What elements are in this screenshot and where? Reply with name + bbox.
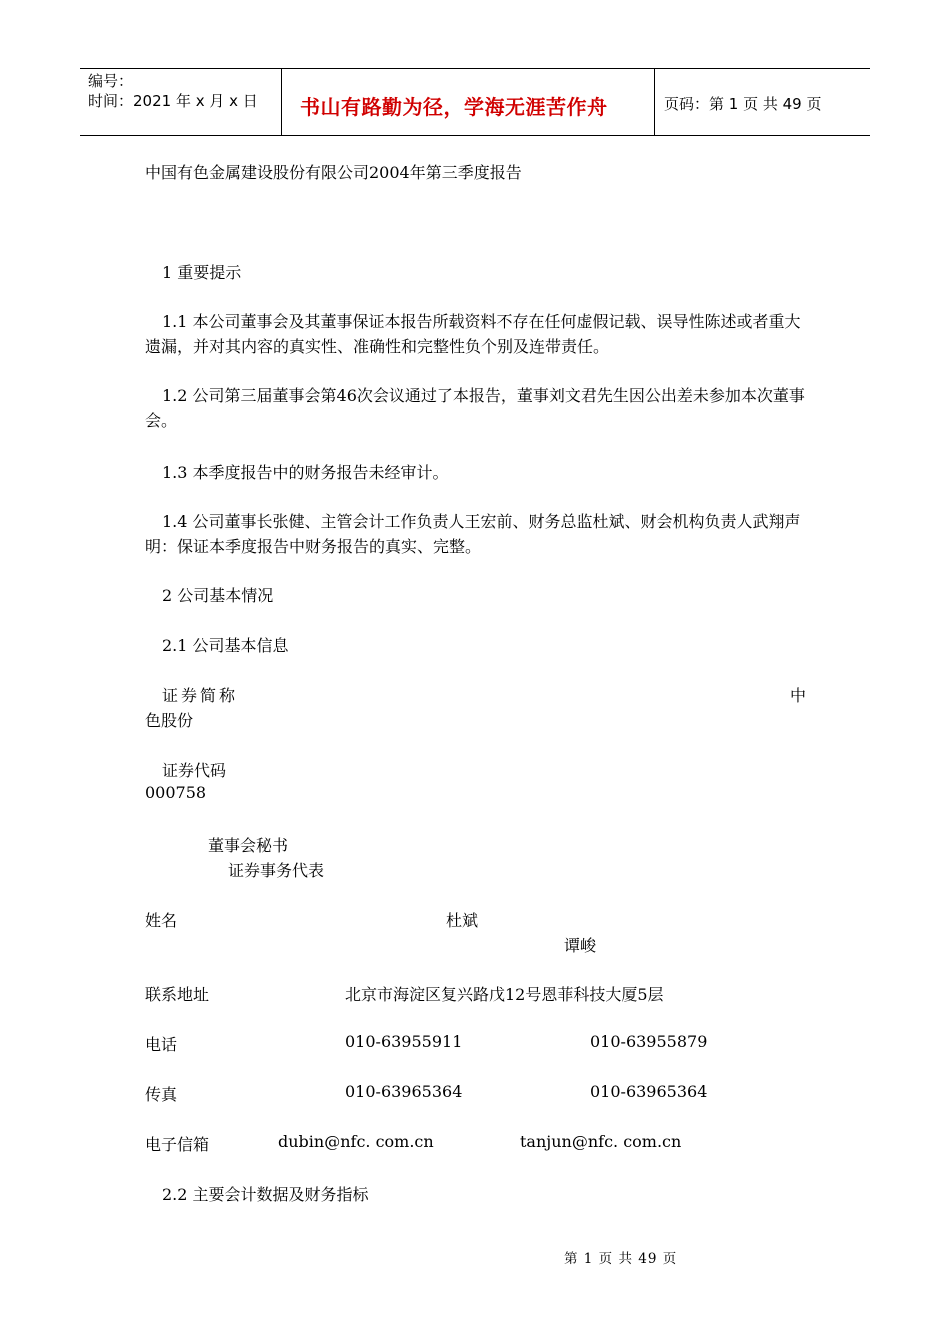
rep-fax: 010-63965364 xyxy=(590,1082,708,1101)
board-secretary-heading: 董事会秘书 xyxy=(208,836,289,855)
page-indicator: 页码：第 1 页 共 49 页 xyxy=(664,95,822,113)
header-bottom-rule xyxy=(80,135,870,136)
page-footer: 第 1 页 共 49 页 xyxy=(564,1251,678,1267)
section-1-heading: 1 重要提示 xyxy=(162,263,242,282)
stock-abbr-label: 证券简称 xyxy=(162,686,239,705)
name-label: 姓名 xyxy=(145,911,178,930)
stock-code-value: 000758 xyxy=(145,783,207,802)
document-title: 中国有色金属建设股份有限公司2004年第三季度报告 xyxy=(145,163,522,182)
date-label: 时间：2021 年 x 月 x 日 xyxy=(88,92,258,110)
stock-code-label: 证券代码 xyxy=(162,761,227,780)
rep-email[interactable]: tanjun@nfc. com.cn xyxy=(520,1132,682,1151)
section-2-heading: 2 公司基本情况 xyxy=(162,586,274,605)
secretary-phone: 010-63955911 xyxy=(345,1032,463,1051)
stock-abbr-value-part1: 中 xyxy=(790,686,807,705)
section-2-1-heading: 2.1 公司基本信息 xyxy=(162,636,289,655)
header-divider-right xyxy=(654,68,655,136)
paragraph-1-4: 1.4 公司董事长张健、主管会计工作负责人王宏前、财务总监杜斌、财会机构负责人武翔声明：保证本季度报告中财务报告的真实、完整。 xyxy=(145,512,801,556)
header-top-rule xyxy=(80,68,870,69)
phone-label: 电话 xyxy=(145,1035,178,1054)
securities-rep-heading: 证券事务代表 xyxy=(228,861,325,880)
secretary-email[interactable]: dubin@nfc. com.cn xyxy=(278,1132,434,1151)
address-label: 联系地址 xyxy=(145,985,210,1004)
header-divider-left xyxy=(281,68,282,136)
email-label: 电子信箱 xyxy=(145,1135,210,1154)
rep-phone: 010-63955879 xyxy=(590,1032,708,1051)
paragraph-1-1: 1.1 本公司董事会及其董事保证本报告所载资料不存在任何虚假记载、误导性陈述或者重大遗漏，并对其内容的真实性、准确性和完整性负个别及连带责任。 xyxy=(145,312,801,356)
paragraph-1-3: 1.3 本季度报告中的财务报告未经审计。 xyxy=(162,463,449,482)
section-2-2-heading: 2.2 主要会计数据及财务指标 xyxy=(162,1185,369,1204)
secretary-name: 杜斌 xyxy=(446,911,479,930)
address-value: 北京市海淀区复兴路戊12号恩菲科技大厦5层 xyxy=(345,985,664,1004)
fax-label: 传真 xyxy=(145,1085,178,1104)
paragraph-1-2: 1.2 公司第三届董事会第46次会议通过了本报告，董事刘文君先生因公出差未参加本次董事会。 xyxy=(145,386,805,430)
serial-label: 编号： xyxy=(88,72,134,90)
rep-name: 谭峻 xyxy=(564,936,597,955)
header-motto: 书山有路勤为径，学海无涯苦作舟 xyxy=(300,95,608,119)
stock-abbr-value-part2: 色股份 xyxy=(145,711,194,730)
secretary-fax: 010-63965364 xyxy=(345,1082,463,1101)
